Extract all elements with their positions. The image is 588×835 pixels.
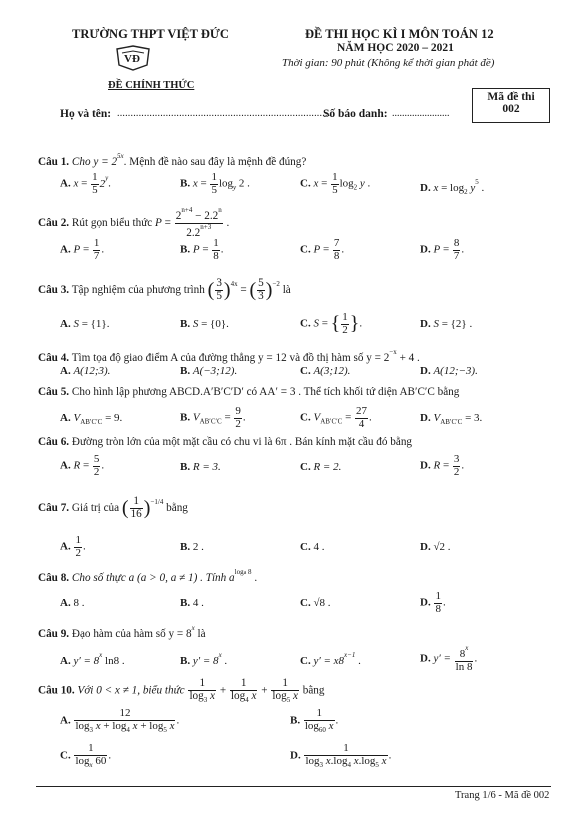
q1-option-d[interactable]: D. $x = \log_2 y^5$ . xyxy=(420,178,485,196)
q3-option-b[interactable]: B. S = {0}. xyxy=(180,318,229,330)
question-3: Câu 3. Tập nghiệm của phương trình ( $\frac{3}{5}$ )$^{4x}$ = ( $\frac{5}{3}$ )$^{-2}$ là xyxy=(38,277,291,302)
q5-option-b[interactable]: B. $V_{AB'C'C}$ = $\frac{9}{2}$ . xyxy=(180,405,246,430)
q7-option-b[interactable]: B. 2 . xyxy=(180,541,204,553)
q6-option-b[interactable]: B. R = 3. xyxy=(180,461,221,473)
q7-option-d[interactable]: D. √2 . xyxy=(420,541,451,553)
question-10: Câu 10. Với 0 < x ≠ 1, biểu thức $\frac{1}{\log_3 x}$ + $\frac{1}{\log_4 x}$ + $\frac{1}{\log_5 x}$ bằng xyxy=(38,677,325,704)
exam-title: ĐỀ THI HỌC KÌ I MÔN TOÁN 12 xyxy=(305,27,494,41)
question-1: Câu 1. Cho $y = 2^{5x}$. Mệnh đề nào sau đây là mệnh đề đúng? xyxy=(38,152,307,168)
page-footer: Trang 1/6 - Mã đề 002 xyxy=(455,790,550,801)
q9-option-b[interactable]: B. $y' = 8^x$ . xyxy=(180,651,228,667)
exam-year: NĂM HỌC 2020 – 2021 xyxy=(337,42,454,54)
question-5: Câu 5. Cho hình lập phương ABCD.A′B′C′D′ có AA′ = 3 . Thể tích khối tứ diện AB′C′C bằng xyxy=(38,386,460,398)
question-7: Câu 7. Giá trị của ( $\frac{1}{16}$ )$^{-1/4}$ bằng xyxy=(38,495,188,520)
q8-option-a[interactable]: A. 8 . xyxy=(60,597,85,609)
q1-option-a[interactable]: A. x = $\frac{1}{5}$ 2$^y$. xyxy=(60,171,111,196)
q4-option-a[interactable]: A. A(12;3). xyxy=(60,365,111,377)
question-4: Câu 4. Tìm tọa độ giao điểm A của đường thẳng y = 12 và đồ thị hàm số $y = 2^{-x} + 4$ . xyxy=(38,348,420,364)
q10-option-a[interactable]: A. $\frac{12}{\log_3 x + \log_4 x + \log_5 x}$ . xyxy=(60,707,180,734)
exam-code-box xyxy=(472,88,550,123)
question-2: Câu 2. Rút gọn biểu thức P = $\frac{2^{n+4} - 2.2^n}{2.2^{n+3}}$ . xyxy=(38,206,230,239)
q2-option-a[interactable]: A. P = $\frac{1}{7}$ . xyxy=(60,237,105,262)
q8-option-d[interactable]: D. $\frac{1}{8}$ . xyxy=(420,590,446,615)
exam-code-label: Mã đề thi xyxy=(487,91,535,103)
q7-option-a[interactable]: A. $\frac{1}{2}$ . xyxy=(60,534,86,559)
question-6: Câu 6. Đường tròn lớn của một mặt cầu có chu vi là 6π . Bán kính mặt cầu đó bằng xyxy=(38,436,413,448)
question-9: Câu 9. Đạo hàm của hàm số $y = 8^x$ là xyxy=(38,624,206,640)
q4-option-d[interactable]: D. A(12;−3). xyxy=(420,365,478,377)
q9-option-d[interactable]: D. y′ = $\frac{8^x}{\ln 8}$ . xyxy=(420,644,478,673)
q2-option-b[interactable]: B. P = $\frac{1}{8}$ . xyxy=(180,237,224,262)
q9-option-c[interactable]: C. $y' = x8^{x-1}$ . xyxy=(300,651,361,667)
name-label: Họ và tên: xyxy=(60,108,112,120)
q3-option-c[interactable]: C. S = { $\frac{1}{2}$ }. xyxy=(300,311,363,336)
q10-option-c[interactable]: C. $\frac{1}{\log_x 60}$ . xyxy=(60,742,112,769)
q4-option-b[interactable]: B. A(−3;12). xyxy=(180,365,238,377)
q9-option-a[interactable]: A. $y' = 8^x$ ln8 . xyxy=(60,651,125,667)
q7-option-c[interactable]: C. 4 . xyxy=(300,541,325,553)
q8-option-c[interactable]: C. √8 . xyxy=(300,597,331,609)
q1-option-b[interactable]: B. x = $\frac{1}{5}$ $\log_y 2$ . xyxy=(180,171,250,196)
q3-option-d[interactable]: D. S = {2} . xyxy=(420,318,473,330)
q1-option-c[interactable]: C. x = $\frac{1}{5}$ $\log_2 y$ . xyxy=(300,171,371,196)
logo-text: VĐ xyxy=(124,53,140,65)
footer-divider xyxy=(36,786,551,787)
q5-option-d[interactable]: D. $V_{AB'C'C} = 3$. xyxy=(420,412,483,426)
exam-time: Thời gian: 90 phút (Không kể thời gian phát đề) xyxy=(282,57,495,69)
sbd-label: Số báo danh: xyxy=(323,108,388,120)
question-8: Câu 8. Cho số thực a (a > 0, a ≠ 1) . Tính $a^{loga 8}$ . xyxy=(38,568,258,584)
official-label: ĐỀ CHÍNH THỨC xyxy=(108,80,195,91)
q6-option-a[interactable]: A. R = $\frac{5}{2}$ . xyxy=(60,453,105,478)
name-field[interactable]: ............................................................................... xyxy=(117,108,331,119)
sbd-field[interactable]: ....................... xyxy=(392,108,450,119)
q5-option-c[interactable]: C. $V_{AB'C'C}$ = $\frac{27}{4}$ . xyxy=(300,405,372,430)
q3-option-a[interactable]: A. S = {1}. xyxy=(60,318,110,330)
exam-code: 002 xyxy=(502,103,520,115)
school-name: TRƯỜNG THPT VIỆT ĐỨC xyxy=(72,27,229,41)
q10-option-b[interactable]: B. $\frac{1}{\log_{60} x}$ . xyxy=(290,707,339,734)
school-logo xyxy=(113,45,153,71)
q6-option-d[interactable]: D. R = $\frac{3}{2}$ . xyxy=(420,453,465,478)
q10-option-d[interactable]: D. $\frac{1}{\log_3 x.\log_4 x.\log_5 x}$ . xyxy=(290,742,392,769)
q8-option-b[interactable]: B. 4 . xyxy=(180,597,204,609)
q2-option-c[interactable]: C. P = $\frac{7}{8}$ . xyxy=(300,237,345,262)
q6-option-c[interactable]: C. R = 2. xyxy=(300,461,342,473)
q5-option-a[interactable]: A. $V_{AB'C'C} = 9$. xyxy=(60,412,123,426)
q2-option-d[interactable]: D. P = $\frac{8}{7}$ . xyxy=(420,237,465,262)
q4-option-c[interactable]: C. A(3;12). xyxy=(300,365,351,377)
